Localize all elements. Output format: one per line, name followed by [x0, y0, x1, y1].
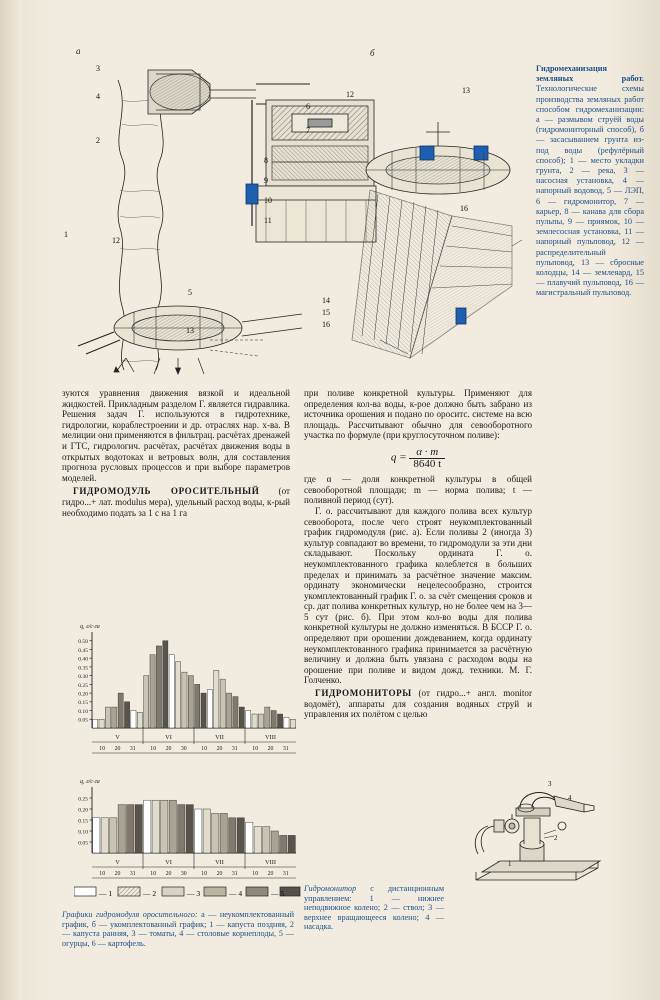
svg-text:0.05: 0.05 [78, 840, 88, 847]
svg-text:10: 10 [201, 871, 208, 877]
chart-a-svg [62, 620, 302, 760]
svg-text:20: 20 [165, 871, 172, 877]
legend-svg [74, 884, 304, 902]
svg-text:0.45: 0.45 [78, 647, 88, 654]
svg-text:30: 30 [180, 746, 187, 752]
callout-12b: 12 [346, 90, 354, 99]
chart-caption [62, 910, 294, 948]
svg-text:20: 20 [114, 871, 121, 877]
svg-text:10: 10 [252, 746, 259, 752]
callout-2: 2 [96, 136, 100, 145]
chart-hydromodule-a [62, 620, 302, 760]
callout-16: 16 [460, 204, 468, 213]
svg-text:31: 31 [282, 871, 289, 877]
monitor-caption-title: Гидромонитор [304, 884, 357, 893]
svg-text:VI: VI [165, 859, 172, 866]
callout-6: 6 [306, 102, 310, 111]
figure-hydromonitor [458, 768, 618, 898]
term-hydromonitors-def: (от гидро...+ англ. monitor водомёт), аппараты для создания водяных струй и управления их полётом с целью [304, 688, 532, 720]
term-hydromonitors: ГИДРОМОНИТОРЫ [315, 688, 412, 699]
hydromonitor-svg [458, 768, 618, 898]
svg-text:31: 31 [129, 871, 136, 877]
svg-text:31: 31 [231, 871, 238, 877]
paragraph-hydraulics: зуются уравнения движения вязкой и идеальной жидкостей. Прикладным разделом Г. является гидравлика. Решения задач Г. используются в гидротехнике, гидрологии, кораблестроении и др. отраслях нар. х-ва. В мелиции они применяются в фильтрац. расчётах дренажей и ГТС, гидрологич. расчётах, расчётах движения воды в открытых водотоках и ветровых волн, для составления прогноза русловых процессов и при выборе параметров моделей. [62, 388, 290, 483]
panel-letter-a: а [76, 46, 81, 56]
callout-16b: 16 [322, 320, 330, 329]
svg-text:VIII: VIII [265, 859, 276, 866]
callout-3: 3 [96, 64, 100, 73]
chart-caption-title: Графики гидромодуля оросительного: [62, 910, 198, 919]
callout-15: 15 [322, 308, 330, 317]
paragraph-calculation: Г. о. рассчитывают для каждого полива всех культур севооборота, после чего строят неукомплектованный график гидромодуля (рис. а). Если поливы 2 (иногда 3) культур совпадают во времени, то гидромодули за эти дни складывают. Поскольку ординатa Г. о. неукомплектованного графика колеблется в больших пределах и принимать за расчётное значение максим. ординату экономически нецелесообразно, строится укомплектованный график Г. о. за счёт смещения сроков и ср. дат полива конкретных культур, но не более чем на 3—5 сут (рис. б). При этом кол-во воды для полива конкретной культуры не должно изменяться. В БССР Г. о. определяют при орошении дождеванием, когда ординату неукомплектованного графика принимается за расчётную величину и должна быть увязана с расходом воды на орошение при поливе и видом дожд. техники. М. Г. Голченко. [304, 505, 532, 686]
svg-text:0.15: 0.15 [78, 700, 88, 707]
svg-text:10: 10 [201, 746, 208, 752]
term-hydromodule-def: (от гидро...+ лат. modulus мера), удельный расход воды, к-рый необходимо подать за 1 с на 1 га [62, 486, 290, 518]
text-column-left [62, 388, 290, 518]
legend-label-5: — 5 [271, 889, 285, 898]
callout-13b: 13 [462, 86, 470, 95]
side-note-title: Гидромеханизация земляных работ. [536, 64, 644, 84]
legend-label-1: — 1 [99, 889, 113, 898]
panel-letter-b: б [370, 48, 375, 58]
monitor-callout-3: 3 [548, 780, 552, 788]
text-column-right [304, 388, 532, 720]
chart-b-svg [62, 775, 302, 885]
svg-text:0.20: 0.20 [78, 691, 88, 698]
legend-label-2: — 2 [143, 889, 157, 898]
svg-text:V: V [115, 859, 120, 866]
monitor-callout-2: 2 [554, 834, 558, 842]
formula-numerator: α · m [409, 447, 445, 459]
chart-legend [74, 884, 304, 902]
svg-text:20: 20 [165, 746, 172, 752]
legend-label-4: — 4 [229, 889, 243, 898]
formula-hydromodule [304, 447, 532, 469]
svg-text:10: 10 [150, 746, 157, 752]
chart-hydromodule-b [62, 775, 302, 885]
svg-text:10: 10 [99, 746, 106, 752]
monitor-callout-1: 1 [508, 860, 512, 868]
svg-text:10: 10 [99, 871, 106, 877]
svg-text:0.30: 0.30 [78, 674, 88, 681]
svg-text:0.50: 0.50 [78, 639, 88, 646]
svg-text:10: 10 [252, 871, 259, 877]
svg-text:0.05: 0.05 [78, 717, 88, 724]
svg-text:20: 20 [216, 871, 223, 877]
callout-12: 12 [112, 236, 120, 245]
svg-text:VII: VII [215, 734, 224, 741]
formula-lhs: q = [390, 451, 407, 464]
formula-denominator: 8640 t [413, 457, 442, 470]
svg-text:q, л/с·га: q, л/с·га [80, 624, 100, 630]
svg-text:31: 31 [129, 746, 136, 752]
callout-10: 10 [264, 196, 272, 205]
svg-text:20: 20 [267, 871, 274, 877]
svg-text:0.15: 0.15 [78, 818, 88, 825]
callout-14: 14 [322, 296, 330, 305]
svg-text:0.20: 0.20 [78, 807, 88, 814]
svg-text:V: V [115, 734, 120, 741]
svg-text:20: 20 [267, 746, 274, 752]
svg-text:20: 20 [114, 746, 121, 752]
svg-text:0.25: 0.25 [78, 682, 88, 689]
monitor-caption-text: с дистанционным управлением: 1 — нижнее неподвижное колено; 2 — ствол; 3 — верхнее вращающееся колено; 4 — насадка. [304, 884, 444, 932]
svg-text:20: 20 [216, 746, 223, 752]
svg-text:0.10: 0.10 [78, 829, 88, 836]
callout-11: 11 [264, 216, 272, 225]
svg-text:0.25: 0.25 [78, 796, 88, 803]
figure-hydromechanization [60, 40, 530, 380]
callout-5: 5 [188, 288, 192, 297]
svg-text:31: 31 [282, 746, 289, 752]
paragraph-where: где α — доля конкретной культуры в общей севооборотной площади; m — норма полива; t — поливной период (сут). [304, 474, 532, 506]
callout-8: 8 [264, 156, 268, 165]
paragraph-irrigation: при поливе конкретной культуры. Применяют для определения кол-ва воды, к-рое должно быть забрано из источника орошения и подано по ороситс. системе на всю площадь. Рассчитывают обычно для севооборотного участка по формуле (при круглосуточном поливе): [304, 388, 532, 441]
svg-text:0.10: 0.10 [78, 708, 88, 715]
svg-text:30: 30 [180, 871, 187, 877]
svg-text:VII: VII [215, 859, 224, 866]
chart-caption-text: а — неукомплектованный график, б — укомплектованный график; 1 — капуста поздняя, 2 — капуста ранняя, 3 — томаты, 4 — столовые корнеплоды, 5 — огурцы, 6 — картофель. [62, 910, 295, 948]
svg-text:10: 10 [150, 871, 157, 877]
svg-text:q, л/с·га: q, л/с·га [80, 779, 100, 785]
callout-4: 4 [96, 92, 100, 101]
svg-text:VI: VI [165, 734, 172, 741]
callout-7: 7 [306, 126, 310, 135]
side-note-text: Технологические схемы производства земляных работ способом гидромеханизации: а — размывом струёй воды (гидромониторный способ), б — засасыванием грунта из-под воды (рефулёрный способ); 1 — место укладки грунта, 2 — река, 3 — насосная установка, 4 — напорный водовод, 5 — ЛЭП, 6 — гидромонитор, 7 — карьер, 8 — канава для сбора пульпы, 9 — приямок, 10 — землесосная установка, 11 — напорный пульповод, 12 — распределительный пульповод, 13 — сбросные колодцы, 14 — землеяард, 15 — плавучий пульповод, 16 — магистральный пульповод. [536, 84, 644, 298]
monitor-callout-4: 4 [568, 794, 572, 802]
side-note-hydromechanization [536, 64, 644, 299]
svg-text:0.35: 0.35 [78, 665, 88, 672]
callout-9: 9 [264, 176, 268, 185]
svg-text:31: 31 [231, 746, 238, 752]
svg-text:VIII: VIII [265, 734, 276, 741]
term-hydromodule: ГИДРОМОДУЛЬ ОРОСИТЕЛЬНЫЙ [73, 486, 260, 497]
legend-label-3: — 3 [187, 889, 201, 898]
monitor-caption [304, 884, 444, 932]
svg-text:0.40: 0.40 [78, 656, 88, 663]
callout-13: 13 [186, 326, 194, 335]
callout-1: 1 [64, 230, 68, 239]
